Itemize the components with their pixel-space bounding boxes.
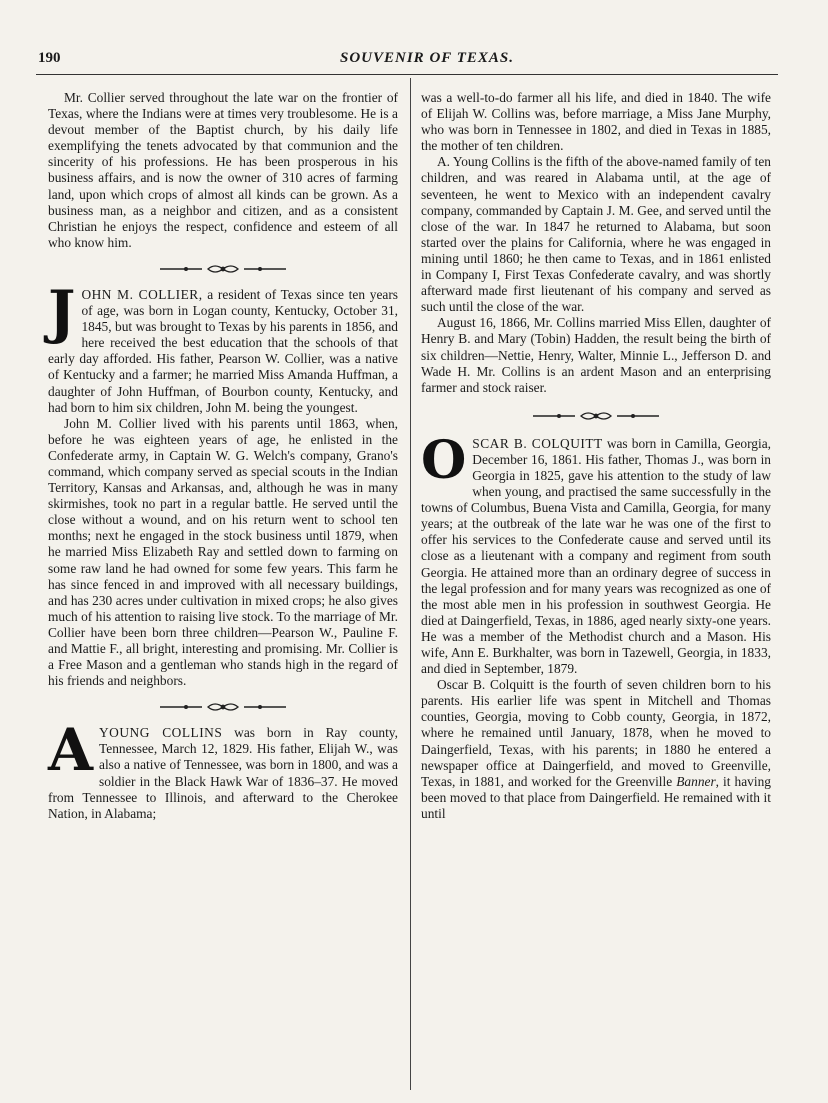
column-divider (410, 78, 411, 1090)
bio-text: , it having been moved to that place from Daingerfield. He remained with it until (421, 773, 771, 821)
bio-oscar-colquitt-p2 (421, 677, 771, 822)
bio-text: was born in Ray county, Tennessee, March 12, 1829. His father, Elijah W., was also a native of Tennessee, was born in 1800, and was a soldier in the Black Hawk War of 1836–37. He moved from Tennessee to Illinois, and afterward to the Cherokee Nation, in Alabama; (48, 725, 398, 821)
bio-oscar-colquitt (421, 429, 772, 822)
bio-name-lead: SCAR B. COLQUITT (472, 435, 603, 451)
right-column (421, 90, 771, 822)
running-title: SOUVENIR OF TEXAS. (340, 50, 515, 66)
newspaper-name: Banner (676, 773, 716, 789)
dropcap-o: O (421, 429, 467, 491)
dropcap-j: J (48, 277, 76, 346)
header-rule (36, 74, 778, 75)
bio-a-young-collins-p1 (48, 716, 398, 822)
bio-a-young-collins (48, 716, 398, 822)
intro-paragraph: Mr. Collier served throughout the late war on the frontier of Texas, where the Indians were at times very troublesome. He is a devout member of the Baptist church, by his daily life exemplifying the tenets advocated by that communion and the sincerity of his professions. He has been prosperous in his business affairs, and is now the owner of 310 acres of farming land, upon which crops of almost all kinds can be grown. As a business man, as a neighbor and citizen, and as a consistent Christian he enjoys the respect, confidence and esteem of all who know him. (48, 90, 398, 250)
collins-paragraph-3: August 16, 1866, Mr. Collins married Miss Ellen, daughter of Henry B. and Mary (Tobin) Hadden, the result being the birth of six children—Nettie, Henry, Walter, Minnie L., Jefferson D. and Wade H. Mr. Collins is an ardent Mason and an enterprising farmer and stock raiser. (421, 315, 771, 395)
page-number: 190 (38, 50, 61, 66)
bio-john-collier-p2: John M. Collier lived with his parents until 1863, when, before he was eighteen years of age, he enlisted in the Confederate army, in Captain W. G. Welch's company, Grano's command, which company served as special scouts in the Indian Territory, Kansas and Arkansas, and, although he was in many skirmishes, took no part in a regular battle. He served until the close without a wound, and on his return went to school ten months; next he engaged in the stock business until 1879, when he married Miss Elizabeth Ray and settled down to farming on some raw land he had owned for some few years. This farm he has since fenced in and improved with all necessary buildings, and has 230 acres under cultivation in mixed crops; he also gives much of his attention to raising live stock. To the marriage of Mr. Collier have been born three children—Pearson W., Pauline F. and Mattie F., all bright, interesting and promising. Mr. Collier is a Free Mason and a gentleman who stands high in the regard of his friends and neighbors. (48, 415, 398, 689)
ornament-divider (421, 410, 771, 422)
continuation-paragraph: was a well-to-do farmer all his life, and died in 1840. The wife of Elijah W. Collins was, before marriage, a Miss Jane Murphy, who was born in Tennessee in 1802, and died in Texas in 1885, the mother of ten children. (421, 90, 771, 154)
bio-text: a resident of Texas since ten years of age, was born in Logan county, Kentucky, October 31, 1845, but was brought to Texas by his parents in 1856, and here received the best education that the schools of that early day afforded. His father, Pearson W. Collier, was a native of Kentucky and a farmer; he married Miss Amanda Huffman, a daughter of John Huffman, of Bourbon county, Kentucky, and had born to him six children, John M. being the youngest. (48, 286, 398, 415)
bio-name-lead: YOUNG COLLINS (99, 725, 223, 741)
ornament-divider (48, 263, 398, 275)
collins-paragraph-2: A. Young Collins is the fifth of the above-named family of ten children, and was reared in Alabama until, at the age of seventeen, he went to Mexico with an independent cavalry company, commanded by Captain J. M. Gee, and served until the close of the war. In 1847 he returned to Alabama, but soon started over the plains for California, where he was engaged in mining until 1860; he then came to Texas, and in 1861 enlisted in Company I, First Texas Confederate cavalry, and was shortly afterward made first lieutenant of his company and served as such until the close of the war. (421, 154, 771, 315)
bio-text: was born in Camilla, Georgia, December 16, 1861. His father, Thomas J., was born in Georgia in 1825, gave his attention to the study of law when young, and practised the same successfully in the towns of Columbus, Buena Vista and Camilla, Georgia, for many years; at the outbreak of the late war he was one of the first to offer his services to the Confederate cause and served until its close as a lieutenant with a company and regiment from south Georgia. He attained more than an ordinary degree of success in the legal profession and for many years was recognized as one of the most able men in his profession in southwest Georgia. He died at Daingerfield, Texas, in 1886, aged nearly sixty-one years. He was a member of the Methodist church and a Mason. His wife, Ann E. Burkhalter, was born in Tazewell, Georgia, in 1833, and died in September, 1879. (421, 435, 772, 677)
dropcap-a: A (48, 716, 94, 785)
bio-name-lead: OHN M. COLLIER, (81, 286, 203, 302)
bio-john-collier-p1 (48, 277, 398, 416)
left-column (48, 90, 398, 822)
ornament-divider (48, 701, 398, 713)
bio-john-collier (48, 277, 398, 689)
bio-text: Oscar B. Colquitt is the fourth of seven children born to his parents. His earlier life was spent in Mitchell and Thomas counties, Georgia, moving to Cobb county, Georgia, in 1872, where he remained until January, 1878, when he moved to Daingerfield, Texas, with his parents; in 1880 he entered a newspaper office at Daingerfield, and moved to Greenville, Texas, in 1881, and worked for the Greenville (421, 677, 771, 789)
bio-oscar-colquitt-p1 (421, 429, 772, 677)
